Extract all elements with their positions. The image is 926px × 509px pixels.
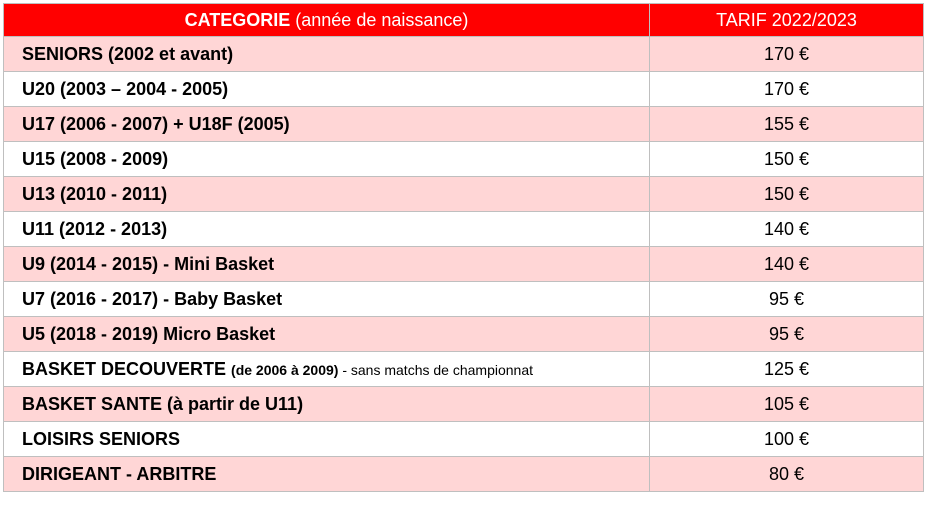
table-row — [4, 142, 924, 177]
row-price: 80 € — [650, 457, 924, 492]
table-row — [4, 317, 924, 352]
row-category: SENIORS (2002 et avant) — [4, 37, 650, 72]
row-category: BASKET SANTE (à partir de U11) — [4, 387, 650, 422]
header-price: TARIF 2022/2023 — [650, 4, 924, 37]
header-row — [4, 4, 924, 37]
header-category — [4, 4, 650, 37]
row-category: DIRIGEANT - ARBITRE — [4, 457, 650, 492]
table-row — [4, 457, 924, 492]
table-row — [4, 282, 924, 317]
row-price: 95 € — [650, 317, 924, 352]
table-row — [4, 247, 924, 282]
row-price: 170 € — [650, 72, 924, 107]
row-category: U20 (2003 – 2004 - 2005) — [4, 72, 650, 107]
row-category-main: BASKET DECOUVERTE — [22, 358, 227, 379]
row-price: 125 € — [650, 352, 924, 387]
row-category: U5 (2018 - 2019) Micro Basket — [4, 317, 650, 352]
row-category — [4, 352, 650, 387]
row-price: 105 € — [650, 387, 924, 422]
row-price: 150 € — [650, 142, 924, 177]
row-price: 150 € — [650, 177, 924, 212]
row-price: 140 € — [650, 247, 924, 282]
row-price: 155 € — [650, 107, 924, 142]
header-category-rest: (année de naissance) — [290, 9, 469, 30]
row-price: 95 € — [650, 282, 924, 317]
row-category: U7 (2016 - 2017) - Baby Basket — [4, 282, 650, 317]
header-category-strong: CATEGORIE — [184, 9, 291, 30]
row-category-detail: (de 2006 à 2009) — [231, 361, 339, 378]
row-category: U15 (2008 - 2009) — [4, 142, 650, 177]
table-row — [4, 177, 924, 212]
table-row — [4, 37, 924, 72]
table-row — [4, 212, 924, 247]
row-category: U11 (2012 - 2013) — [4, 212, 650, 247]
table-row — [4, 387, 924, 422]
table-row — [4, 352, 924, 387]
row-category: LOISIRS SENIORS — [4, 422, 650, 457]
row-category-note: - sans matchs de championnat — [338, 361, 533, 378]
tariff-table — [3, 3, 924, 492]
row-category: U9 (2014 - 2015) - Mini Basket — [4, 247, 650, 282]
row-price: 140 € — [650, 212, 924, 247]
table-row — [4, 422, 924, 457]
row-price: 100 € — [650, 422, 924, 457]
row-price: 170 € — [650, 37, 924, 72]
table-row — [4, 107, 924, 142]
row-category: U17 (2006 - 2007) + U18F (2005) — [4, 107, 650, 142]
row-category: U13 (2010 - 2011) — [4, 177, 650, 212]
table-row — [4, 72, 924, 107]
